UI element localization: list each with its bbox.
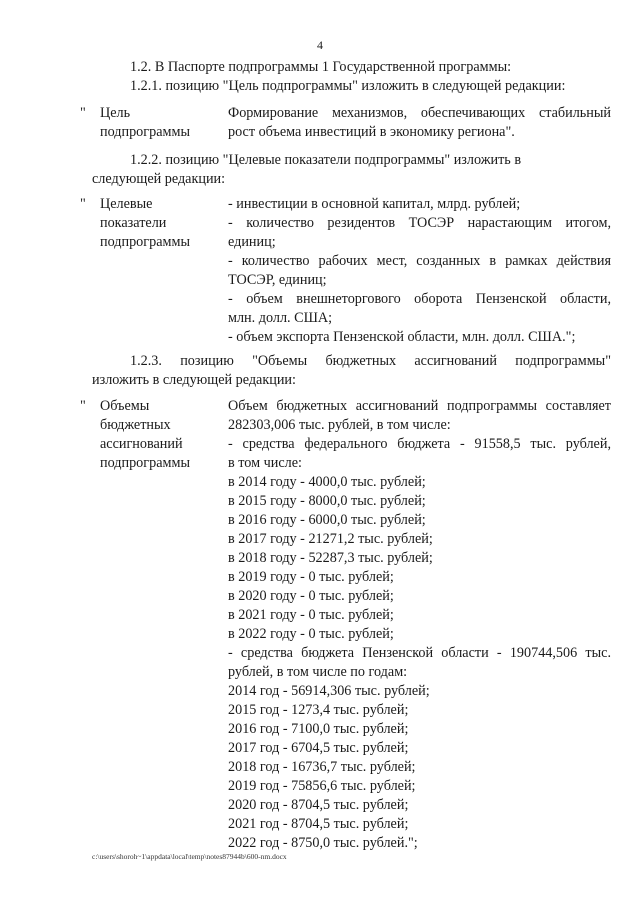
indicators-text-5: ТОСЭР, единиц;	[228, 272, 327, 288]
budget-text-2: 282303,006 тыс. рублей, в том числе:	[228, 417, 451, 433]
budget-text-10: в 2019 году - 0 тыс. рублей;	[228, 569, 394, 585]
footer-file-path: c:\users\shoroh~1\appdata\local\temp\notes87944b\600-nm.docx	[92, 852, 287, 861]
indicators-text-1: - инвестиции в основной капитал, млрд. рублей;	[228, 196, 521, 212]
indicators-text-3: единиц;	[228, 234, 276, 250]
budget-quote: "	[80, 398, 86, 414]
budget-text-6: в 2015 году - 8000,0 тыс. рублей;	[228, 493, 426, 509]
item-1-2-3-line-2: изложить в следующей редакции:	[92, 372, 296, 388]
indicators-text-7: млн. долл. США;	[228, 310, 333, 326]
indicators-label-1: Целевые	[100, 196, 153, 212]
budget-text-15: рублей, в том числе по годам:	[228, 664, 408, 680]
budget-text-22: 2020 год - 8704,5 тыс. рублей;	[228, 797, 409, 813]
budget-text-1: Объем бюджетных ассигнований подпрограммы составляет	[228, 398, 611, 414]
budget-text-7: в 2016 году - 6000,0 тыс. рублей;	[228, 512, 426, 528]
budget-text-4: в том числе:	[228, 455, 302, 471]
goal-text-2: рост объема инвестиций в экономику региона".	[228, 124, 515, 140]
heading-1-2: 1.2. В Паспорте подпрограммы 1 Государственной программы:	[130, 59, 512, 75]
budget-text-16: 2014 год - 56914,306 тыс. рублей;	[228, 683, 430, 699]
budget-label-4: подпрограммы	[100, 455, 190, 471]
goal-label-1: Цель	[100, 105, 131, 121]
budget-text-23: 2021 год - 8704,5 тыс. рублей;	[228, 816, 409, 832]
indicators-text-2: - количество резидентов ТОСЭР нарастающим итогом,	[228, 215, 611, 231]
item-1-2-2-line-2: следующей редакции:	[92, 171, 226, 187]
indicators-label-3: подпрограммы	[100, 234, 190, 250]
goal-label-2: подпрограммы	[100, 124, 190, 140]
budget-text-19: 2017 год - 6704,5 тыс. рублей;	[228, 740, 409, 756]
budget-text-13: в 2022 году - 0 тыс. рублей;	[228, 626, 394, 642]
budget-text-3: - средства федерального бюджета - 91558,5 тыс. рублей,	[228, 436, 611, 452]
budget-text-8: в 2017 году - 21271,2 тыс. рублей;	[228, 531, 433, 547]
budget-text-17: 2015 год - 1273,4 тыс. рублей;	[228, 702, 409, 718]
item-1-2-1: 1.2.1. позицию "Цель подпрограммы" изложить в следующей редакции:	[130, 78, 566, 94]
budget-text-12: в 2021 году - 0 тыс. рублей;	[228, 607, 394, 623]
goal-text-1: Формирование механизмов, обеспечивающих стабильный	[228, 105, 611, 121]
budget-text-20: 2018 год - 16736,7 тыс. рублей;	[228, 759, 416, 775]
indicators-label-2: показатели	[100, 215, 167, 231]
budget-label-3: ассигнований	[100, 436, 183, 452]
item-1-2-2-line-1: 1.2.2. позицию "Целевые показатели подпрограммы" изложить в	[130, 152, 522, 168]
goal-quote: "	[80, 105, 86, 121]
budget-text-21: 2019 год - 75856,6 тыс. рублей;	[228, 778, 416, 794]
budget-label-2: бюджетных	[100, 417, 171, 433]
budget-text-14: - средства бюджета Пензенской области - 190744,506 тыс.	[228, 645, 611, 661]
budget-text-9: в 2018 году - 52287,3 тыс. рублей;	[228, 550, 433, 566]
budget-text-11: в 2020 году - 0 тыс. рублей;	[228, 588, 394, 604]
budget-text-5: в 2014 году - 4000,0 тыс. рублей;	[228, 474, 426, 490]
budget-text-24: 2022 год - 8750,0 тыс. рублей.";	[228, 835, 418, 851]
item-1-2-3-line-1: 1.2.3. позицию "Объемы бюджетных ассигнований подпрограммы"	[130, 353, 611, 369]
indicators-text-8: - объем экспорта Пензенской области, млн. долл. США.";	[228, 329, 576, 345]
indicators-quote: "	[80, 196, 86, 212]
indicators-text-4: - количество рабочих мест, созданных в рамках действия	[228, 253, 611, 269]
budget-text-18: 2016 год - 7100,0 тыс. рублей;	[228, 721, 409, 737]
page-number: 4	[317, 38, 323, 52]
budget-label-1: Объемы	[100, 398, 150, 414]
indicators-text-6: - объем внешнеторгового оборота Пензенской области,	[228, 291, 611, 307]
